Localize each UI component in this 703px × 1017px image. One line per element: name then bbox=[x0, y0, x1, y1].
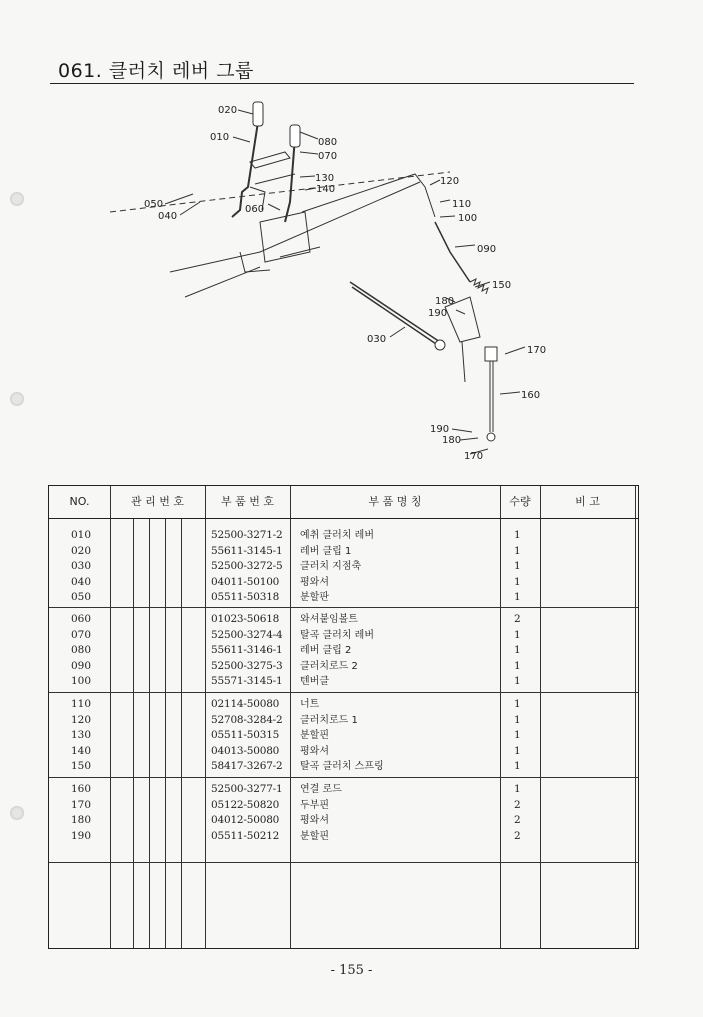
header-qty: 수량 bbox=[509, 495, 531, 508]
table-row: 170 05122-50820 두부핀 2 bbox=[71, 798, 521, 811]
callout-130: 130 bbox=[315, 173, 335, 184]
callout-120: 120 bbox=[440, 176, 460, 187]
callout-050: 050 bbox=[144, 199, 164, 210]
header-part-no: 부 품 번 호 bbox=[221, 495, 274, 508]
table-row: 070 52500-3274-4 탈곡 클러치 레버 1 bbox=[71, 628, 521, 641]
binder-hole-middle bbox=[10, 392, 24, 406]
callout-180-b: 180 bbox=[442, 435, 462, 446]
callout-140: 140 bbox=[316, 184, 336, 195]
callout-080: 080 bbox=[318, 137, 338, 148]
table-row: 100 55571-3145-1 텐버클 1 bbox=[71, 675, 521, 687]
callout-190: 190 bbox=[428, 308, 448, 319]
header-remark: 비 고 bbox=[575, 495, 600, 508]
callout-190-b: 190 bbox=[430, 424, 450, 435]
table-row: 080 55611-3146-1 레버 클립 2 1 bbox=[71, 644, 521, 656]
callout-180: 180 bbox=[435, 296, 455, 307]
header-part-name: 부 품 명 칭 bbox=[368, 495, 422, 508]
binder-hole-bottom bbox=[10, 806, 24, 820]
table-row: 140 04013-50080 평와셔 1 bbox=[71, 744, 521, 757]
header-management-no: 관 리 번 호 bbox=[131, 495, 184, 508]
table-row: 090 52500-3275-3 클러치로드 2 1 bbox=[71, 659, 521, 672]
callout-170: 170 bbox=[527, 345, 547, 356]
callout-160: 160 bbox=[521, 390, 541, 401]
callout-060: 060 bbox=[245, 204, 265, 215]
table-row: 060 01023-50618 와셔붙임볼트 2 bbox=[71, 613, 521, 625]
table-row: 180 04012-50080 평와셔 2 bbox=[71, 814, 521, 826]
callout-070: 070 bbox=[318, 151, 338, 162]
table-row: 190 05511-50212 분할핀 2 bbox=[71, 829, 521, 842]
table-row: 040 04011-50100 평와셔 1 bbox=[71, 575, 521, 588]
table-row: 020 55611-3145-1 레버 클립 1 1 bbox=[71, 544, 521, 557]
page-number: - 155 - bbox=[330, 963, 373, 978]
callout-010: 010 bbox=[210, 132, 230, 143]
callout-090: 090 bbox=[477, 244, 497, 255]
header-no: NO. bbox=[69, 495, 90, 508]
parts-table bbox=[48, 485, 639, 949]
exploded-parts-diagram bbox=[90, 92, 610, 472]
table-row: 050 05511-50318 분할판 1 bbox=[71, 591, 521, 603]
title-divider bbox=[50, 83, 634, 84]
table-row: 160 52500-3277-1 연결 로드 1 bbox=[71, 783, 521, 795]
callout-030: 030 bbox=[367, 334, 387, 345]
table-row: 030 52500-3272-5 클러치 지점축 1 bbox=[71, 560, 521, 572]
binder-hole-top bbox=[10, 192, 24, 206]
callout-020: 020 bbox=[218, 105, 238, 116]
callout-100: 100 bbox=[458, 213, 478, 224]
callout-040: 040 bbox=[158, 211, 178, 222]
table-row: 120 52708-3284-2 클러치로드 1 1 bbox=[71, 713, 521, 726]
callout-170-b: 170 bbox=[464, 451, 484, 462]
table-row: 110 02114-50080 너트 1 bbox=[71, 698, 521, 710]
table-row: 130 05511-50315 분할핀 1 bbox=[71, 729, 521, 741]
callout-150: 150 bbox=[492, 280, 512, 291]
callout-110: 110 bbox=[452, 199, 472, 210]
table-row: 010 52500-3271-2 예취 클러치 레버 1 bbox=[71, 529, 521, 541]
table-row: 150 58417-3267-2 탈곡 클러치 스프링 1 bbox=[71, 760, 521, 772]
page-title: 061. 클러치 레버 그룹 bbox=[58, 60, 254, 82]
